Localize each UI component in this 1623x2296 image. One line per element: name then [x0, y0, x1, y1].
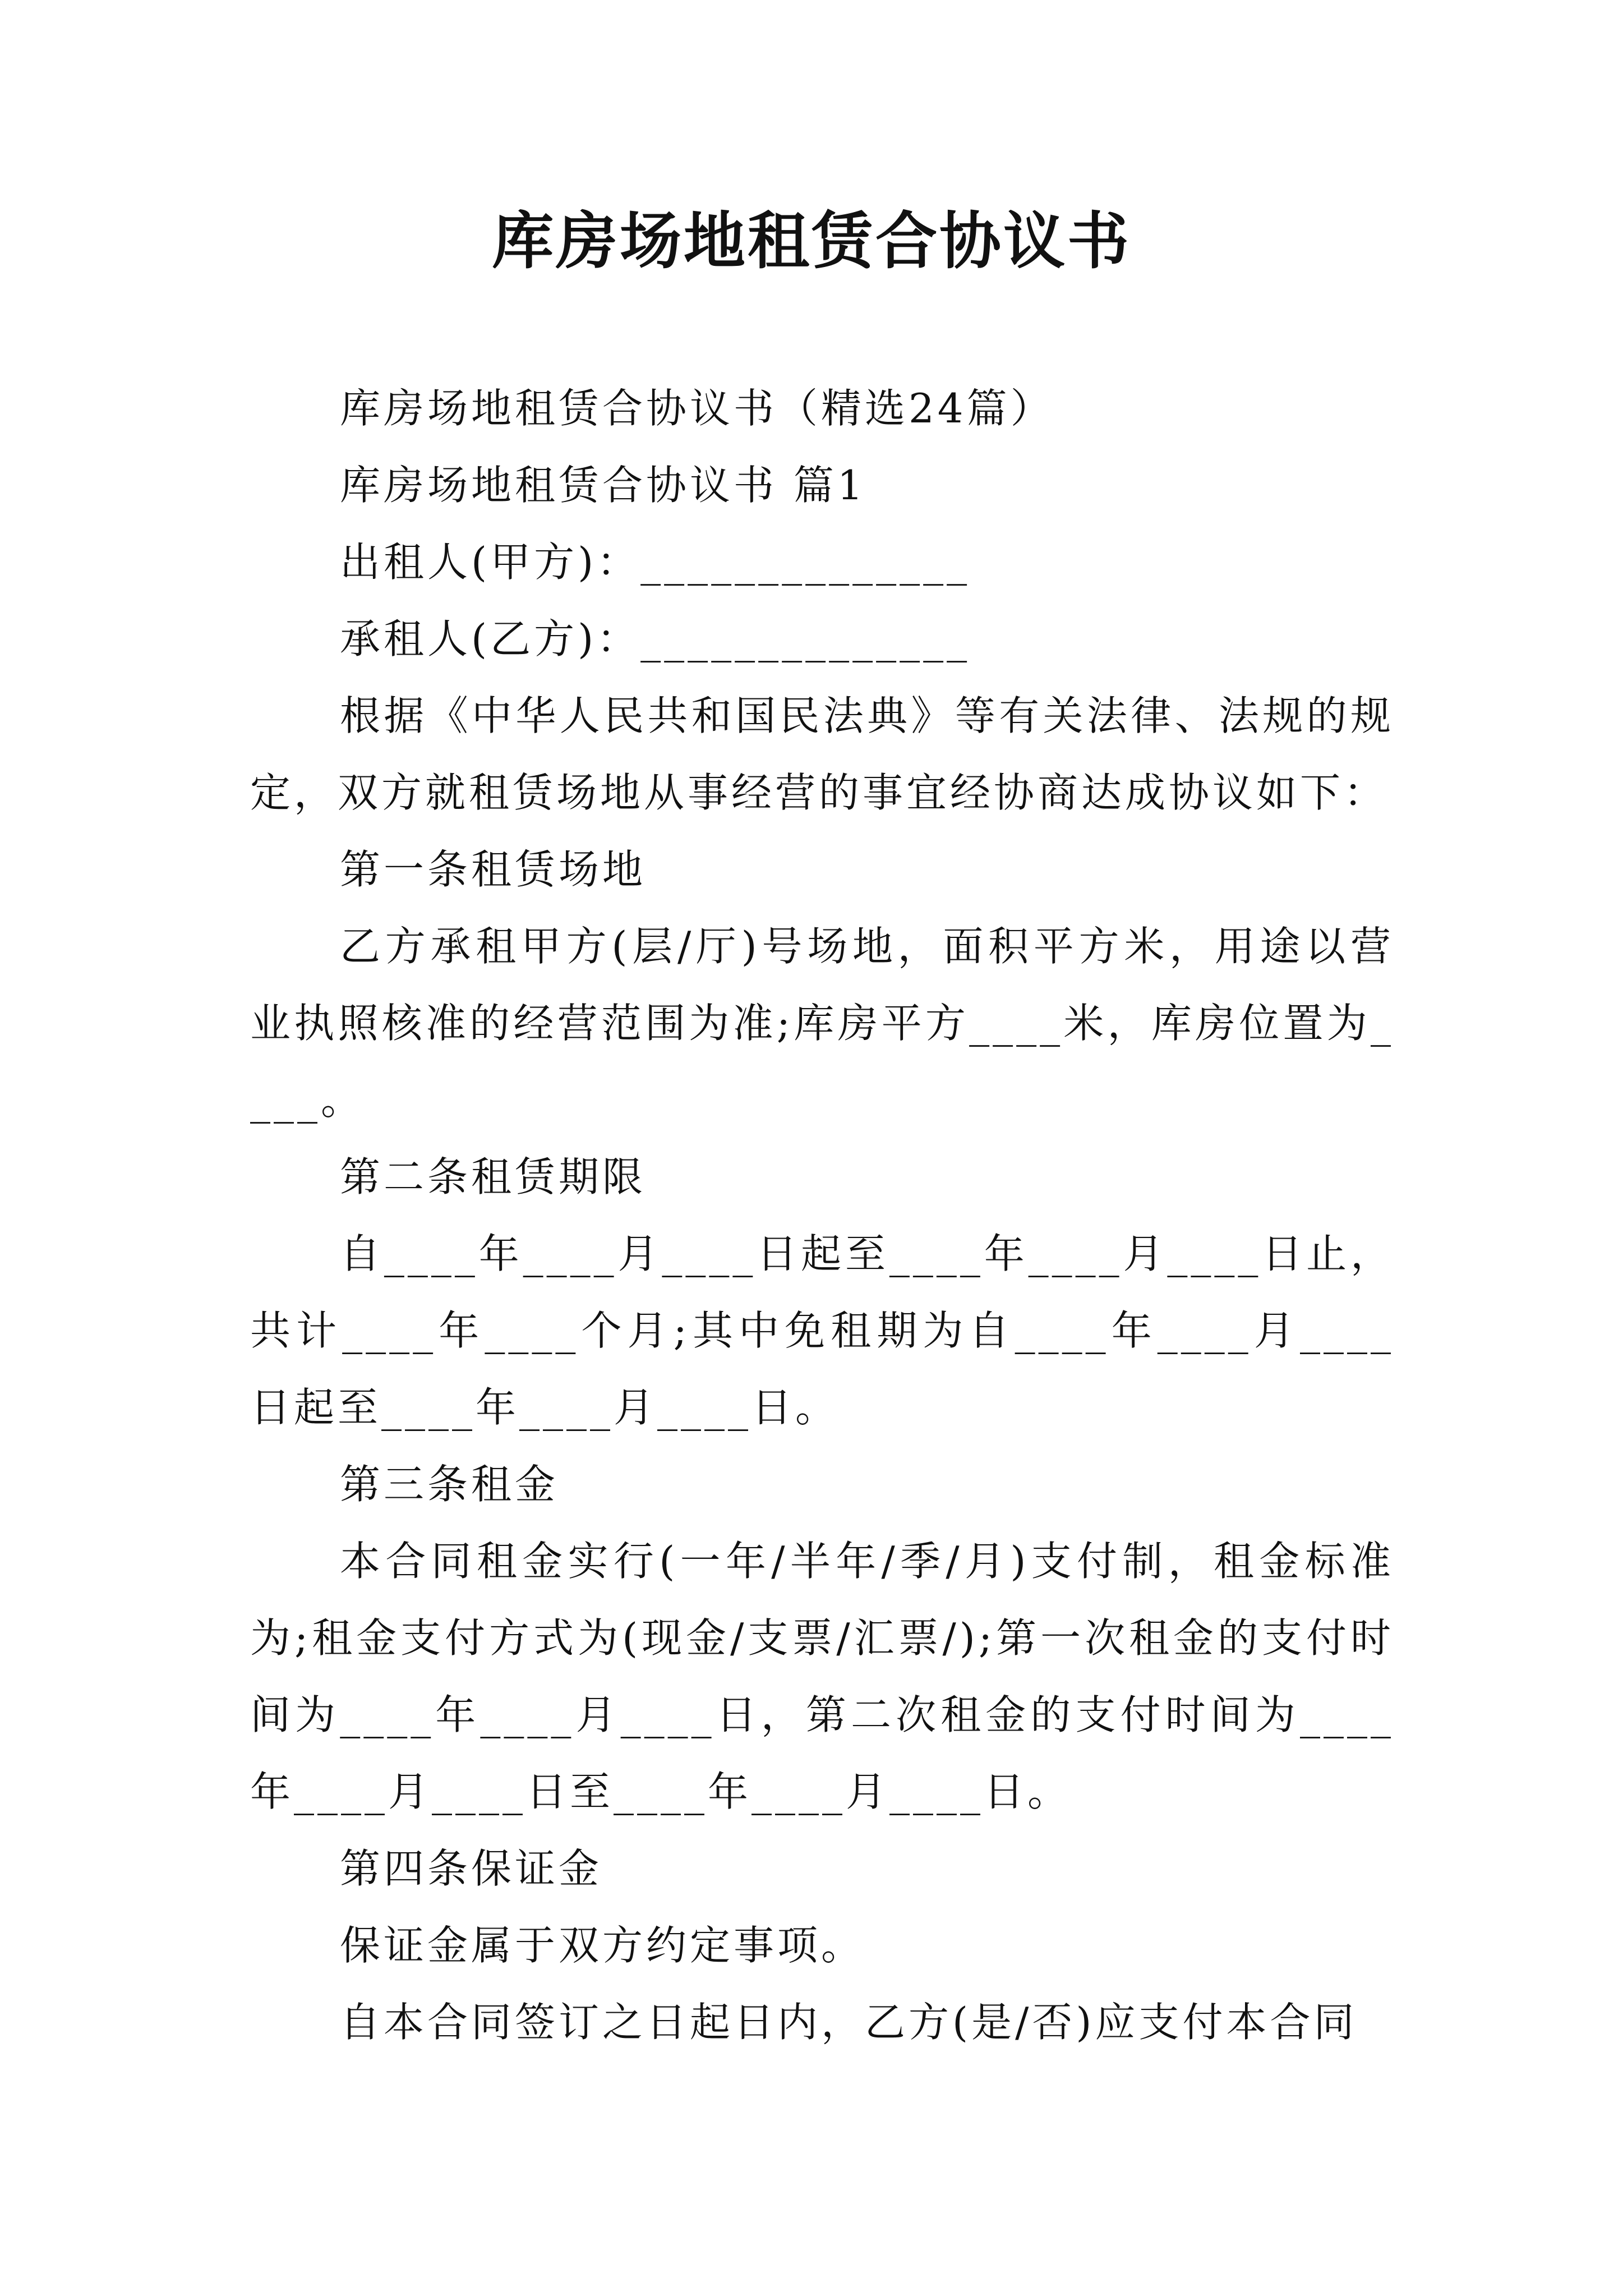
clause-3-text: 本合同租金实行(一年/半年/季/月)支付制，租金标准为;租金支付方式为(现金/支票/汇票/);第一次租金的支付时间为____年____月____日，第二次租金的支付时间为____年____月____日至____年____月____日。 [250, 1538, 1394, 1815]
clause-4-text-1: 保证金属于双方约定事项。 [340, 1922, 865, 1969]
clause-4-text-2: 自本合同签订之日起日内，乙方(是/否)应支付本合同 [340, 1999, 1358, 2046]
clause-2-heading: 第二条租赁期限 [340, 1153, 647, 1200]
clause-2-text: 自____年____月____日起至____年____月____日止，共计____年____个月;其中免租期为自____年____月____日起至____年____月____日。 [250, 1230, 1394, 1431]
lessee-line: 承租人(乙方)：______________ [340, 615, 971, 662]
clause-3-heading: 第三条租金 [340, 1461, 559, 1508]
subtitle-selection-note: 库房场地租赁合协议书（精选24篇） [340, 385, 1054, 432]
document-body [250, 370, 1394, 2061]
clause-4-heading: 第四条保证金 [340, 1845, 603, 1892]
clause-1-heading: 第一条租赁场地 [340, 846, 647, 893]
document-title: 库房场地租赁合协议书 [492, 205, 1131, 277]
lessor-line: 出租人(甲方)：______________ [340, 539, 971, 586]
clause-1-text: 乙方承租甲方(层/厅)号场地，面积平方米，用途以营业执照核准的经营范围为准;库房平方____米，库房位置为____。 [250, 923, 1394, 1124]
article-heading: 库房场地租赁合协议书 篇1 [340, 462, 866, 509]
preamble-paragraph: 根据《中华人民共和国民法典》等有关法律、法规的规定，双方就租赁场地从事经营的事宜经协商达成协议如下： [250, 692, 1394, 816]
